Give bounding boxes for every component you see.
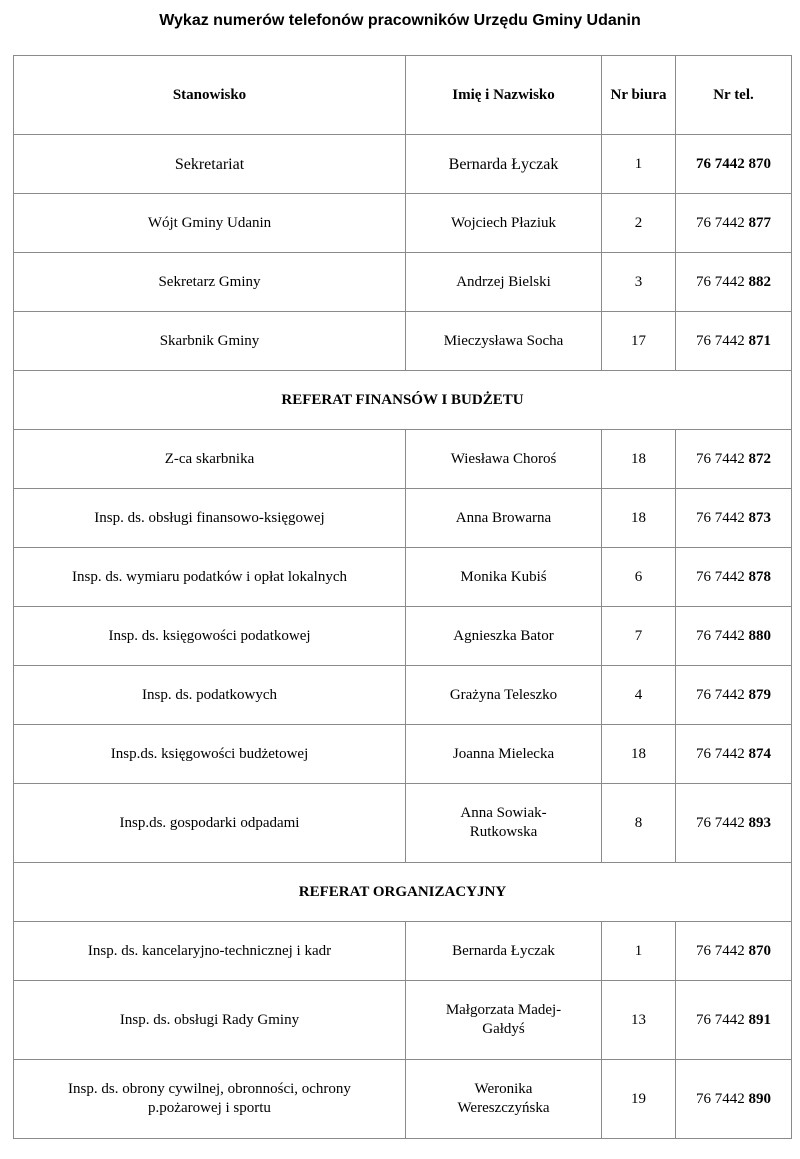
cell-position: Insp. ds. obsługi Rady Gminy	[14, 981, 406, 1060]
table-row	[14, 666, 792, 725]
table-row	[14, 922, 792, 981]
table-row	[14, 607, 792, 666]
cell-office: 18	[602, 489, 676, 548]
table-row	[14, 981, 792, 1060]
section-row	[14, 863, 792, 922]
cell-office: 2	[602, 194, 676, 253]
cell-office: 7	[602, 607, 676, 666]
cell-phone: 76 7442 870	[676, 922, 792, 981]
table-row	[14, 253, 792, 312]
column-header-name: Imię i Nazwisko	[406, 56, 602, 135]
cell-office: 18	[602, 430, 676, 489]
column-header-phone: Nr tel.	[676, 56, 792, 135]
table-row	[14, 548, 792, 607]
table-header-row	[14, 56, 792, 135]
cell-name: Monika Kubiś	[406, 548, 602, 607]
cell-phone: 76 7442 893	[676, 784, 792, 863]
table-row	[14, 135, 792, 194]
page-title: Wykaz numerów telefonów pracowników Urzędu Gminy Udanin	[159, 12, 641, 29]
cell-position: Insp. ds. obsługi finansowo-księgowej	[14, 489, 406, 548]
cell-position: Sekretariat	[14, 135, 406, 194]
cell-office: 18	[602, 725, 676, 784]
cell-position: Z-ca skarbnika	[14, 430, 406, 489]
cell-name: Wiesława Choroś	[406, 430, 602, 489]
cell-position: Insp.ds. księgowości budżetowej	[14, 725, 406, 784]
table-row	[14, 430, 792, 489]
table-row	[14, 1060, 792, 1139]
cell-position: Insp.ds. gospodarki odpadami	[14, 784, 406, 863]
cell-name: Joanna Mielecka	[406, 725, 602, 784]
cell-phone: 76 7442 871	[676, 312, 792, 371]
cell-position: Sekretarz Gminy	[14, 253, 406, 312]
cell-phone: 76 7442 873	[676, 489, 792, 548]
cell-position: Insp. ds. wymiaru podatków i opłat lokalnych	[14, 548, 406, 607]
cell-office: 13	[602, 981, 676, 1060]
section-heading: REFERAT ORGANIZACYJNY	[14, 863, 792, 922]
cell-phone: 76 7442 878	[676, 548, 792, 607]
cell-name: Wojciech Płaziuk	[406, 194, 602, 253]
cell-office: 1	[602, 135, 676, 194]
cell-position: Skarbnik Gminy	[14, 312, 406, 371]
column-header-position: Stanowisko	[14, 56, 406, 135]
table-row	[14, 312, 792, 371]
cell-phone: 76 7442 890	[676, 1060, 792, 1139]
cell-office: 4	[602, 666, 676, 725]
table-row	[14, 489, 792, 548]
cell-phone: 76 7442 874	[676, 725, 792, 784]
cell-name: Weronika Wereszczyńska	[406, 1060, 602, 1139]
cell-office: 17	[602, 312, 676, 371]
cell-name: Agnieszka Bator	[406, 607, 602, 666]
table-row	[14, 784, 792, 863]
column-header-office: Nr biura	[602, 56, 676, 135]
cell-name: Grażyna Teleszko	[406, 666, 602, 725]
cell-name: Anna Browarna	[406, 489, 602, 548]
cell-office: 19	[602, 1060, 676, 1139]
cell-name: Małgorzata Madej-Gałdyś	[406, 981, 602, 1060]
cell-position: Insp. ds. obrony cywilnej, obronności, ochrony p.pożarowej i sportu	[14, 1060, 406, 1139]
cell-office: 3	[602, 253, 676, 312]
phone-directory-table	[13, 55, 792, 1139]
cell-position: Insp. ds. kancelaryjno-technicznej i kadr	[14, 922, 406, 981]
cell-phone: 76 7442 880	[676, 607, 792, 666]
cell-name: Anna Sowiak-Rutkowska	[406, 784, 602, 863]
cell-phone: 76 7442 882	[676, 253, 792, 312]
cell-name: Andrzej Bielski	[406, 253, 602, 312]
cell-phone: 76 7442 870	[676, 135, 792, 194]
cell-position: Wójt Gminy Udanin	[14, 194, 406, 253]
cell-office: 6	[602, 548, 676, 607]
cell-phone: 76 7442 879	[676, 666, 792, 725]
cell-name: Bernarda Łyczak	[406, 135, 602, 194]
cell-phone: 76 7442 872	[676, 430, 792, 489]
section-row	[14, 371, 792, 430]
cell-position: Insp. ds. księgowości podatkowej	[14, 607, 406, 666]
table-row	[14, 194, 792, 253]
cell-phone: 76 7442 877	[676, 194, 792, 253]
cell-phone: 76 7442 891	[676, 981, 792, 1060]
section-heading: REFERAT FINANSÓW I BUDŻETU	[14, 371, 792, 430]
cell-position: Insp. ds. podatkowych	[14, 666, 406, 725]
cell-name: Mieczysława Socha	[406, 312, 602, 371]
cell-office: 1	[602, 922, 676, 981]
table-row	[14, 725, 792, 784]
cell-name: Bernarda Łyczak	[406, 922, 602, 981]
cell-office: 8	[602, 784, 676, 863]
